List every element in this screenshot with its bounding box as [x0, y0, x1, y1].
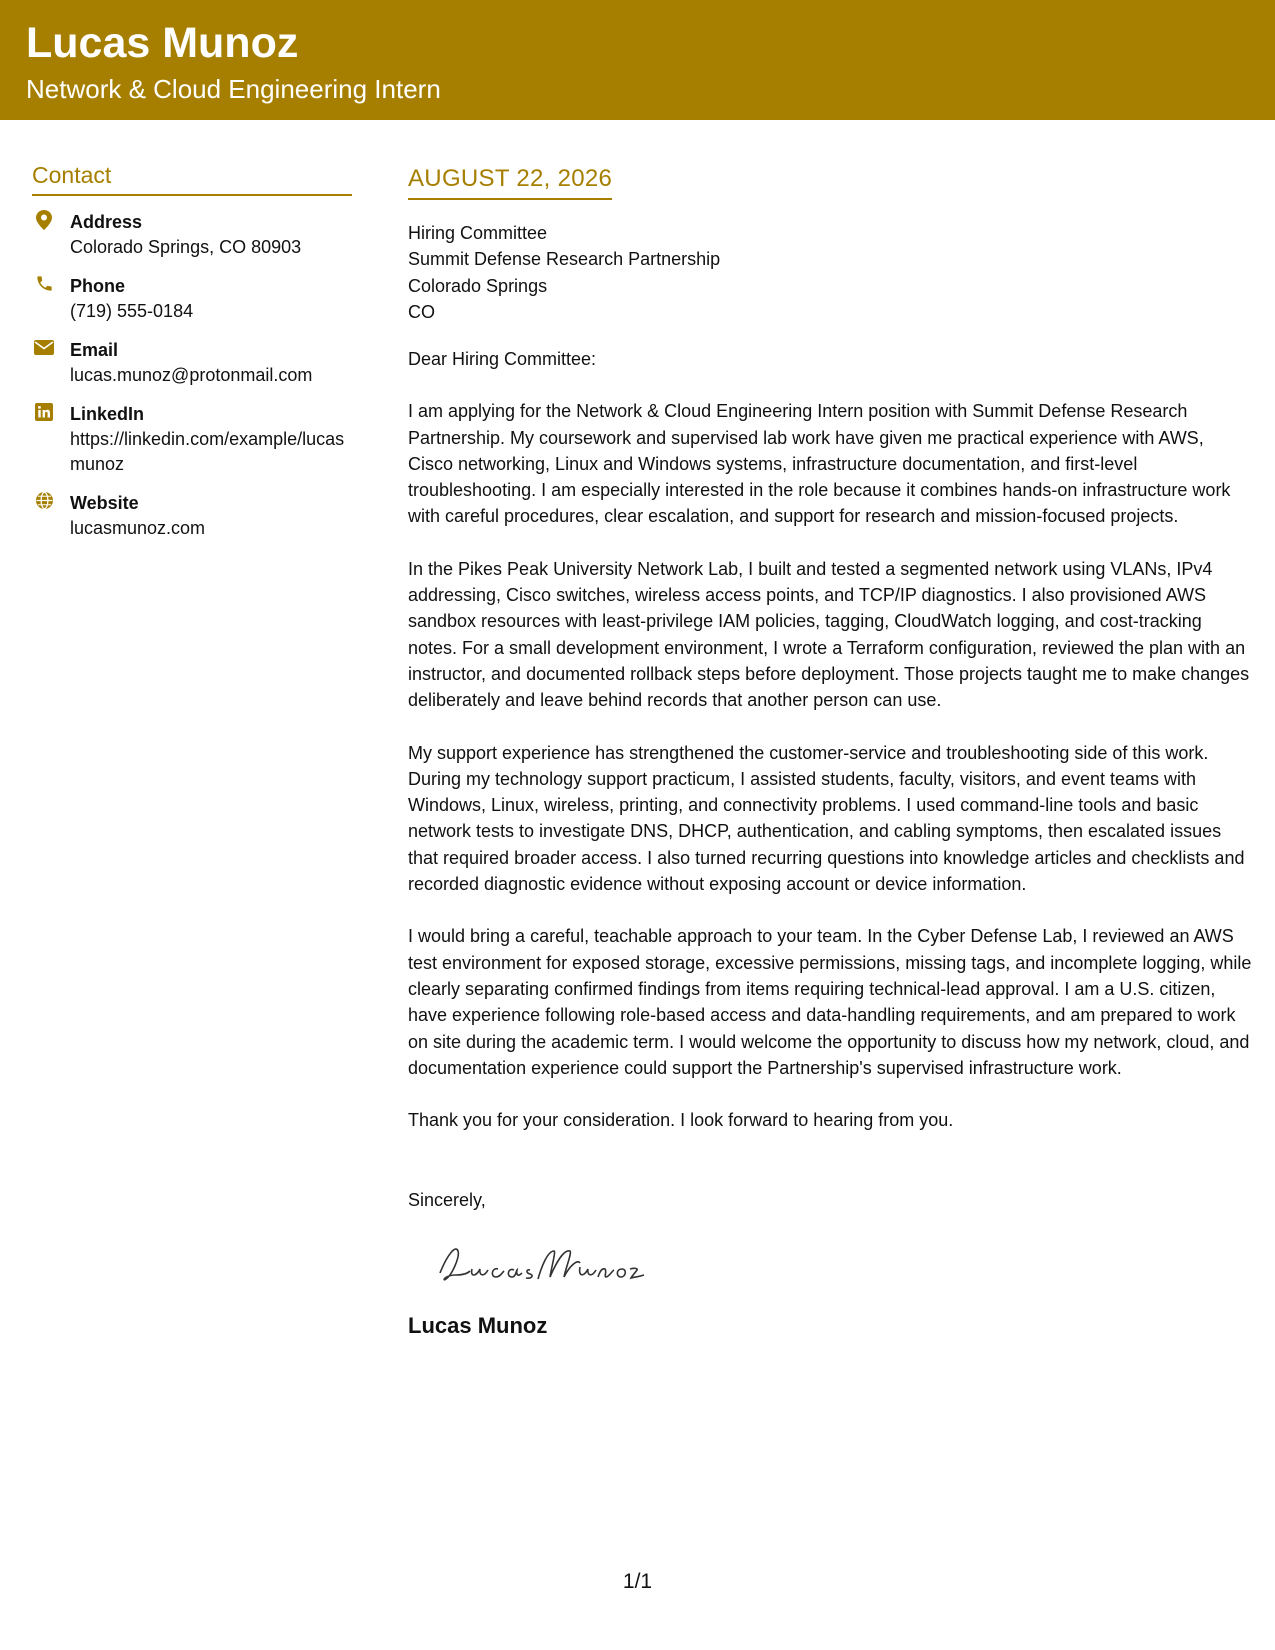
phone-icon: [34, 274, 54, 294]
letter-date: AUGUST 22, 2026: [408, 165, 613, 192]
contact-value: Colorado Springs, CO 80903: [70, 236, 302, 257]
paragraph: My support experience has strengthened the customer-service and troubleshooting side of this work. During my technology support practicum, I assisted students, faculty, visitors, and event teams with Windows, Linux, wireless, printing, and connectivity problems. I used command-line tools and basic network tests to investigate DNS, DHCP, authentication, and cabling symptoms, then escalated issues that required broader access. I also turned recurring questions into knowledge articles and checklists and recorded diagnostic evidence without exposing account or device information.: [408, 742, 1245, 895]
contact-website: [32, 491, 352, 541]
paragraph: I am applying for the Network & Cloud Engineering Intern position with Summit Defense Research Partnership. My coursework and supervised lab work have given me practical experience with AWS, Cisco networking, Linux and Windows systems, infrastructure documentation, and first-level troubleshooting. I am especially interested in the role because it combines hands-on infrastructure work with careful procedures, clear escalation, and support for research and mission-focused projects.: [408, 401, 1231, 527]
recipient-line: Colorado Springs: [408, 275, 548, 296]
paragraph: I would bring a careful, teachable approach to your team. In the Cyber Defense Lab, I reviewed an AWS test environment for exposed storage, excessive permissions, missing tags, and incomplete logging, while clearly separating confirmed findings from items requiring technical-lead approval. I am a U.S. citizen, have experience following role-based access and data-handling requirements, and am prepared to work on site during the academic term. I would welcome the opportunity to discuss how my network, cloud, and documentation experience could support the Partnership's supervised infrastructure work.: [408, 926, 1252, 1078]
signer-name: Lucas Munoz: [408, 1313, 548, 1339]
contact-value: (719) 555-0184: [70, 300, 194, 321]
contact-value: lucasmunoz.com: [70, 517, 206, 538]
contact-label: Phone: [70, 275, 126, 296]
contact-heading: Contact: [32, 162, 352, 196]
contact-value: lucas.munoz@protonmail.com: [70, 364, 313, 385]
contact-label: Address: [70, 211, 143, 232]
page-number: 1/1: [622, 1570, 653, 1593]
paragraph: Thank you for your consideration. I look forward to hearing from you.: [408, 1110, 954, 1131]
closing: Sincerely,: [408, 1190, 486, 1211]
signature-image: [434, 1235, 1253, 1295]
candidate-title: Network & Cloud Engineering Intern: [26, 74, 441, 104]
letter-body: [408, 165, 1253, 1339]
contact-label: LinkedIn: [70, 403, 145, 424]
contact-label: Website: [70, 492, 139, 513]
contact-value: https://linkedin.com/example/lucasmunoz: [70, 428, 345, 474]
map-pin-icon: [34, 210, 54, 230]
candidate-name: Lucas Munoz: [26, 19, 299, 67]
date-block: [408, 165, 612, 200]
header-banner: [0, 0, 1275, 120]
contact-sidebar: [32, 162, 352, 541]
recipient-block: [408, 220, 1253, 326]
contact-linkedin: [32, 402, 352, 477]
contact-email: [32, 338, 352, 388]
globe-icon: [34, 491, 54, 511]
paragraph: In the Pikes Peak University Network Lab, I built and tested a segmented network using VLANs, IPv4 addressing, Cisco switches, wireless access points, and TCP/IP diagnostics. I also provisioned AWS sandbox resources with least-privilege IAM policies, tagging, CloudWatch logging, and cost-tracking notes. For a small development environment, I wrote a Terraform configuration, reviewed the plan with an instructor, and documented rollback steps before deployment. Those projects taught me to make changes deliberately and leave behind records that another person can use.: [408, 558, 1250, 711]
linkedin-icon: [34, 402, 54, 422]
contact-address: [32, 210, 352, 260]
envelope-icon: [34, 338, 54, 358]
contact-phone: [32, 274, 352, 324]
recipient-line: CO: [408, 302, 435, 323]
contact-label: Email: [70, 339, 119, 360]
salutation: Dear Hiring Committee:: [408, 348, 597, 369]
recipient-line: Hiring Committee: [408, 222, 548, 243]
recipient-line: Summit Defense Research Partnership: [408, 249, 721, 270]
